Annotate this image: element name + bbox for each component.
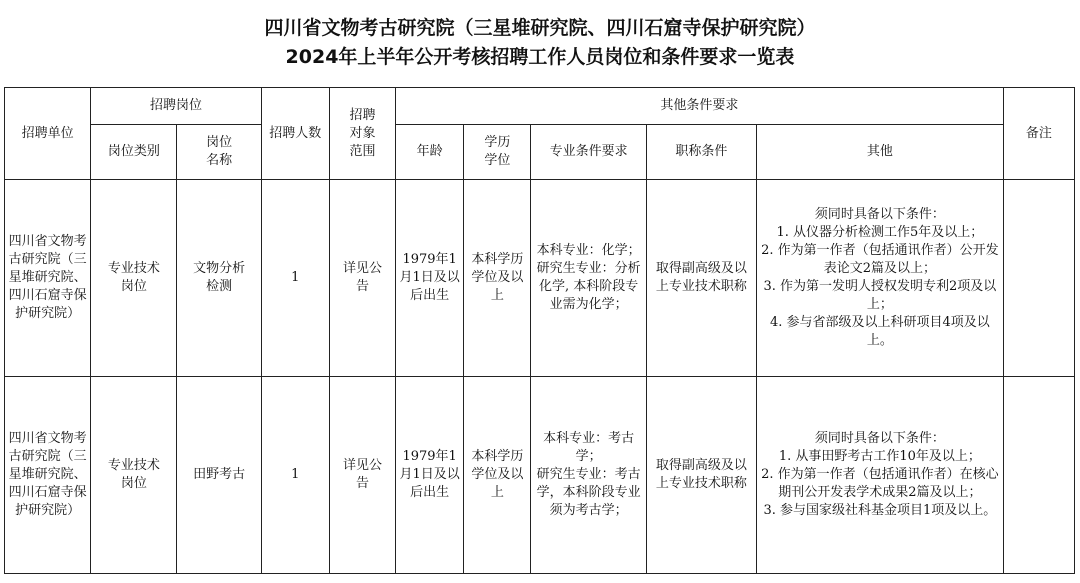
title-line-2: 2024年上半年公开考核招聘工作人员岗位和条件要求一览表 <box>285 46 795 68</box>
header-position-name <box>177 125 261 180</box>
header-other-group: 其他条件要求 <box>396 88 1004 125</box>
major-line: 研究生专业：分析化学, 本科阶段专业需为化学； <box>536 261 641 312</box>
cell-scope: 详见公告 <box>329 377 395 574</box>
recruitment-table <box>4 87 1075 574</box>
cell-unit: 四川省文物考古研究院（三星堆研究院、四川石窟寺保护研究院） <box>5 180 91 377</box>
cell-education: 本科学历学位及以上 <box>464 377 531 574</box>
cell-title-cond: 取得副高级及以上专业技术职称 <box>646 180 756 377</box>
document-title <box>0 0 1080 72</box>
major-line: 研究生专业：考古学，本科阶段专业须为考古学； <box>536 467 641 518</box>
cell-age: 1979年1月1日及以后出生 <box>396 180 464 377</box>
condition-line: 须同时具备以下条件： <box>814 207 945 222</box>
cell-position-name: 田野考古 <box>177 377 261 574</box>
cell-age: 1979年1月1日及以后出生 <box>396 377 464 574</box>
condition-line: 须同时具备以下条件： <box>814 431 945 446</box>
cell-major <box>531 377 646 574</box>
cell-position-type: 专业技术岗位 <box>91 180 177 377</box>
header-age: 年龄 <box>396 125 464 180</box>
header-scope <box>329 88 395 180</box>
condition-line: 3. 作为第一发明人授权发明专利2项及以上； <box>763 279 997 312</box>
cell-remark <box>1003 377 1074 574</box>
title-line-1: 四川省文物考古研究院（三星堆研究院、四川石窟寺保护研究院） <box>264 17 816 39</box>
cell-major <box>531 180 646 377</box>
header-count: 招聘人数 <box>261 88 329 180</box>
cell-count: 1 <box>261 377 329 574</box>
header-other: 其他 <box>757 125 1004 180</box>
condition-line: 2. 作为第一作者（包括通讯作者）在核心期刊公开发表学术成果2篇及以上； <box>761 467 999 500</box>
cell-other <box>757 377 1004 574</box>
cell-other <box>757 180 1004 377</box>
cell-unit: 四川省文物考古研究院（三星堆研究院、四川石窟寺保护研究院） <box>5 377 91 574</box>
header-major: 专业条件要求 <box>531 125 646 180</box>
header-remark: 备注 <box>1003 88 1074 180</box>
condition-line: 4. 参与省部级及以上科研项目4项及以上。 <box>769 315 990 348</box>
condition-line: 1. 从事田野考古工作10年及以上； <box>778 449 981 464</box>
cell-count: 1 <box>261 180 329 377</box>
table-row <box>5 377 1075 574</box>
major-line: 本科专业：化学； <box>536 243 641 258</box>
condition-line: 3. 参与国家级社科基金项目1项及以上。 <box>763 503 997 518</box>
cell-position-type: 专业技术岗位 <box>91 377 177 574</box>
header-unit: 招聘单位 <box>5 88 91 180</box>
header-scope-label: 招聘对象范围 <box>349 107 376 159</box>
cell-scope: 详见公告 <box>329 180 395 377</box>
header-education-label: 学历学位 <box>484 135 511 168</box>
condition-line: 2. 作为第一作者（包括通讯作者）公开发表论文2篇及以上； <box>761 243 999 276</box>
major-line: 本科专业：考古学； <box>543 431 635 464</box>
cell-position-name: 文物分析检测 <box>177 180 261 377</box>
header-title-cond: 职称条件 <box>646 125 756 180</box>
cell-education: 本科学历学位及以上 <box>464 180 531 377</box>
condition-line: 1. 从仪器分析检测工作5年及以上； <box>776 225 984 240</box>
table-row <box>5 180 1075 377</box>
cell-remark <box>1003 180 1074 377</box>
header-position-name-label: 岗位名称 <box>206 135 233 168</box>
header-education <box>464 125 531 180</box>
cell-title-cond: 取得副高级及以上专业技术职称 <box>646 377 756 574</box>
header-position-type: 岗位类别 <box>91 125 177 180</box>
header-position-group: 招聘岗位 <box>91 88 261 125</box>
